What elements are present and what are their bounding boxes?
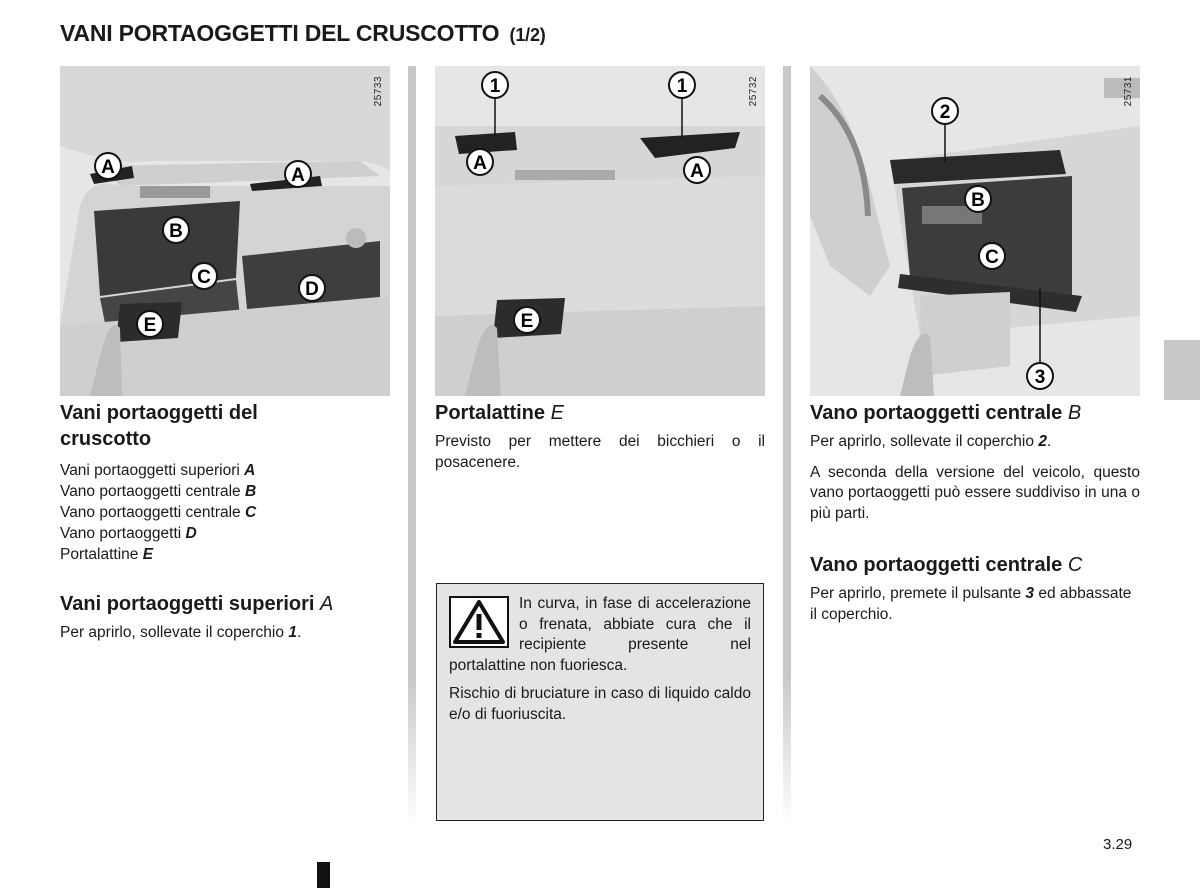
callout-d: D	[305, 279, 319, 300]
page-number: 3.29	[1103, 836, 1133, 853]
figure-dashboard-overview	[60, 66, 390, 396]
paragraph-can-holder: Previsto per mettere dei bicchieri o il posacenere.	[435, 433, 765, 471]
column-divider-2	[783, 66, 791, 826]
callout-b: B	[971, 190, 985, 211]
list-item: Vani portaoggetti superiori A	[60, 462, 256, 479]
list-item: Vano portaoggetti centrale C	[60, 504, 257, 521]
section-heading-can-holder: Portalattine E	[435, 402, 564, 424]
page-title	[60, 20, 546, 47]
paragraph-open-upper: Per aprirlo, sollevate il coperchio 1.	[60, 624, 302, 641]
callout-e: E	[520, 311, 534, 332]
page-title-suffix: (1/2)	[509, 25, 546, 45]
warning-triangle-icon	[449, 596, 509, 648]
section-tab	[1164, 340, 1200, 400]
dashboard-illustration	[60, 66, 390, 396]
warning-box	[436, 583, 764, 821]
callout-a-left: A	[101, 157, 115, 178]
list-item: Vano portaoggetti centrale B	[60, 483, 257, 500]
section-heading-upper-compartments: Vani portaoggetti superiori A	[60, 593, 334, 615]
paragraph-open-central-b: Per aprirlo, sollevate il coperchio 2.	[810, 433, 1052, 450]
paragraph-open-central-c: Per aprirlo, premete il pulsante 3 ed abbassate il coperchio.	[810, 585, 1132, 623]
callout-a-right: A	[291, 165, 305, 186]
callout-2: 2	[939, 102, 951, 123]
warning-text-2: Rischio di bruciature in caso di liquido caldo e/o di fuoriuscita.	[449, 685, 751, 723]
section-heading-central-b: Vano portaoggetti centrale B	[810, 402, 1082, 424]
callout-e: E	[143, 315, 157, 336]
central-compartment-illustration	[810, 66, 1140, 396]
figure-code: 25732	[748, 76, 759, 107]
column-divider-1	[408, 66, 416, 826]
figure-top-compartments	[435, 66, 765, 396]
column-3	[810, 400, 1140, 625]
warning-text-1: In curva, in fase di accelerazione o frenata, abbiate cura che il recipiente presente nel portalattine non fuoriesca.	[449, 595, 751, 674]
callout-a-left: A	[473, 153, 487, 174]
print-mark	[317, 862, 330, 888]
column-2	[435, 400, 765, 473]
page-title-text: VANI PORTAOGGETTI DEL CRUSCOTTO	[60, 20, 500, 46]
callout-c: C	[197, 267, 211, 288]
figure-code: 25733	[373, 76, 384, 107]
list-item: Portalattine E	[60, 546, 154, 563]
figure-central-compartment	[810, 66, 1140, 396]
callout-a-right: A	[690, 161, 704, 182]
callout-3: 3	[1034, 367, 1046, 388]
top-compartments-illustration	[435, 66, 765, 396]
compartment-list	[60, 460, 390, 565]
callout-b: B	[169, 221, 183, 242]
list-item: Vano portaoggetti D	[60, 525, 197, 542]
callout-c: C	[985, 247, 999, 268]
section-heading-central-c: Vano portaoggetti centrale C	[810, 554, 1083, 576]
callout-1-right: 1	[676, 76, 688, 97]
column-1	[60, 400, 390, 644]
paragraph-version-note: A seconda della versione del veicolo, questo vano portaoggetti può essere suddiviso in una o più parti.	[810, 463, 1140, 522]
figure-code: 25731	[1123, 76, 1134, 107]
callout-1-left: 1	[489, 76, 501, 97]
section-heading-dashboard-compartments: Vani portaoggetti del cruscotto	[60, 402, 258, 450]
